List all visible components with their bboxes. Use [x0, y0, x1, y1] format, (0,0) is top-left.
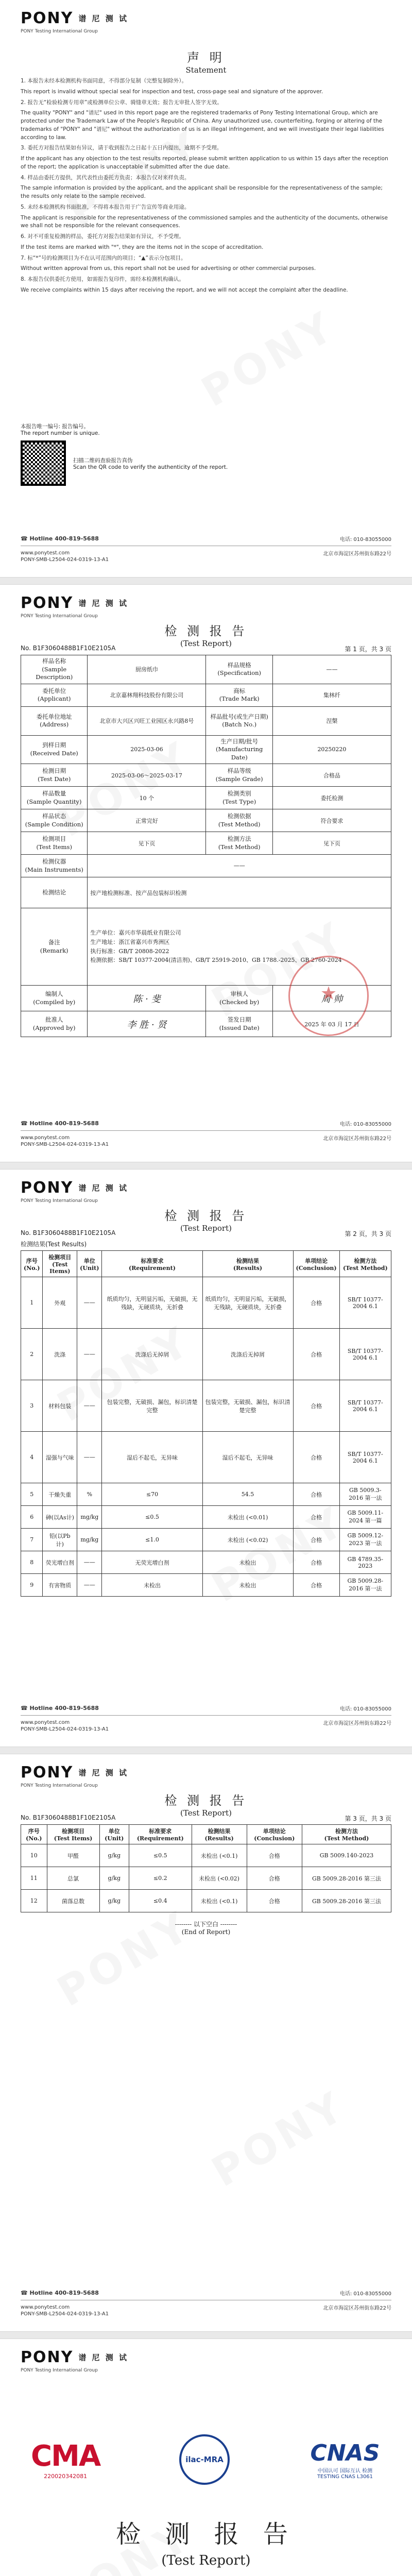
results-cell: mg/kg [77, 1506, 102, 1529]
issued-date: 2025 年 03 月 17 日 [272, 1011, 391, 1037]
results-cell: 砷(以As计) [43, 1506, 77, 1529]
report-title-en: (Test Report) [180, 639, 232, 648]
results-table [21, 1250, 391, 1597]
results-header: 单位 (Unit) [99, 1825, 129, 1844]
page-footer: ☎ Hotline 400-819-5688 电话: 010-83055000 www.ponytest.com 北京市海淀区苏州街东路22号 PONY-SMB-L2504-024-0319-13-A1 [21, 1120, 391, 1147]
statement-item: The sample information is provided by the applicant, and the applicant shall be responsible for the representativeness of the sample; the results only relate to the sample received. [21, 185, 383, 199]
table-row [21, 1432, 391, 1483]
results-cell: SB/T 10377-2004 6.1 [339, 1277, 391, 1329]
results-cell: 材料包装 [43, 1380, 77, 1432]
statement-title-en: Statement [185, 65, 227, 75]
results-cell: GB 5009.3-2016 第一法 [339, 1483, 391, 1506]
results-cell: 5 [21, 1483, 43, 1506]
results-cell: 湿强与气味 [43, 1432, 77, 1483]
results-cell: 合格 [247, 1890, 302, 1912]
applicant-address: 北京市大兴区兴旺工业园区永兴路8号 [88, 706, 206, 735]
results-cell: 洗涤 [43, 1329, 77, 1380]
results-header: 标准要求 (Requirement) [102, 1251, 202, 1277]
results-cell: SB/T 10377-2004 6.1 [339, 1432, 391, 1483]
results-cell: 合格 [293, 1506, 339, 1529]
statement-page [0, 0, 412, 577]
page-footer: ☎ Hotline 400-819-5688 电话: 010-83055000 www.ponytest.com 北京市海淀区苏州街东路22号 PONY-SMB-L2504-024-0319-13-A1 [21, 1705, 391, 1732]
results-cell: g/kg [99, 1867, 129, 1890]
statement-item: If the test items are marked with "*", they are the items not in the scope of accreditation. [21, 244, 264, 250]
results-cell: 6 [21, 1506, 43, 1529]
results-table-cont [21, 1824, 391, 1912]
spec-value: —— [272, 655, 391, 684]
results-cell: GB 4789.35-2023 [339, 1551, 391, 1574]
results-cell: 有害物质 [43, 1574, 77, 1597]
results-cell: GB 5009.140-2023 [302, 1844, 391, 1867]
footer-code: PONY-SMB-L2504-024-0319-13-A1 [21, 557, 109, 563]
results-cell: 3 [21, 1380, 43, 1432]
results-cell: —— [77, 1380, 102, 1432]
page-number: 第 3 页，共 3 页 [345, 1815, 391, 1822]
results-cell: 合格 [293, 1432, 339, 1483]
brand-logo [21, 594, 128, 612]
cover-page: PONY 谱 尼 测 试 PONY Testing International Group CMA 220020342081 ilac-MRA CNAS 中国认可 国际互认 检测 TESTING CNAS L3061 检 测 报 告 (Test Report) [0, 2339, 412, 2576]
results-cell: 2 [21, 1329, 43, 1380]
certification-logos [31, 2434, 381, 2485]
manufacturing-date: 20250220 [272, 735, 391, 764]
results-header: 标准要求 (Requirement) [129, 1825, 192, 1844]
results-cell: 甲醛 [47, 1844, 99, 1867]
test-items: 见下页 [88, 832, 206, 855]
qr-code[interactable] [21, 440, 66, 486]
checker-signature: 周 帅 [321, 993, 343, 1005]
results-cell: 合格 [247, 1867, 302, 1890]
results-cell: 铅(以Pb计) [43, 1529, 77, 1551]
results-cell: 洗涤后无掉屑 [202, 1329, 293, 1380]
statement-item: 4. 样品由委托方提供，其代表性由委托方负责；本报告仅对来样负责。 [21, 174, 190, 181]
table-row [21, 1574, 391, 1597]
table-row [21, 1551, 391, 1574]
results-cell: 未检出 [202, 1551, 293, 1574]
table-row [21, 1483, 391, 1506]
cma-logo: CMA 220020342081 [31, 2439, 100, 2480]
test-date: 2025-03-06～2025-03-17 [88, 764, 206, 787]
results-cell: 湿后不起毛，无异味 [202, 1432, 293, 1483]
table-row [21, 1867, 391, 1890]
results-cell: 合格 [293, 1551, 339, 1574]
results-cell: 合格 [293, 1277, 339, 1329]
results-cell: 总氯 [47, 1867, 99, 1890]
results-cell: 合格 [247, 1844, 302, 1867]
table-row [21, 1506, 391, 1529]
results-cell: ≤70 [102, 1483, 202, 1506]
results-header: 单位 (Unit) [77, 1251, 102, 1277]
results-cell: —— [77, 1574, 102, 1597]
results-cell: —— [77, 1277, 102, 1329]
results-cell: 合格 [293, 1483, 339, 1506]
info-table: 样品名称 (Sample Description) 厨房纸巾 样品规格 (Specification) —— 委托单位 (Applicant) 北京嘉林翔科技股份有限公司 商标 (Trade Mark) 集林纤 委托单位地址 (Address) 北京市大兴区兴旺工业园区永兴路8号 样品批号(或生产日期) (Batch No.) 涅槃 到样日期 (Received Date) 2025-03-06 生产日期/批号 (Manufacturing Date) 20250220 检测日期 (Test Date) 2025-03-06～2025-03-17 样品等级 (Sample Grade) 合格品 样品数量 (Sample Quantity) 10 个 检测类别 (Test Type) 委托检测 样品状态 (Sample Condition) 正常完好 检测依据 (Test Method) 符合要求 检测项目 (Test Items) 见下页 检测方法 (Test Method) 见下页 检测仪器 (Main Instruments) —— 检测结论 按产地检测标准、按产品包装标识检测 备注 (Remark) 生产单位：嘉兴市华晨纸业有限公司 生产地址：浙江省嘉兴市秀洲区 执行标准：GB/T 20808-2022 检测依据：SB/T 10377-2004(清洁剂)、GB/T 25919-2010、GB 1788.-2025、GB 2760-2024 编制人 (Compiled by) 陈 · 斐 审核人 (Checked by) 周 帅 批准人 (Approved by) 李 胜 · 贤 签发日期 (Issued Date) 2025 年 03 月 17 日 [21, 655, 391, 1037]
statement-notes [21, 77, 391, 297]
statement-item: 7. 标“*”号的检测项目为不在认可范围内的项目；“▲”表示分包项目。 [21, 255, 186, 261]
unique-note: 本报告唯一编号: 报告编号。 [21, 423, 89, 430]
results-cell: 未检出 [102, 1574, 202, 1597]
sample-grade: 合格品 [272, 764, 391, 787]
batch-no: 涅槃 [272, 706, 391, 735]
results-cell: g/kg [99, 1890, 129, 1912]
end-marker: -------- 以下空白 -------- [175, 1921, 237, 1928]
sample-condition: 正常完好 [88, 809, 206, 832]
table-row [21, 1277, 391, 1329]
results-header: 检测方法 (Test Method) [339, 1251, 391, 1277]
results-cell: GB 5009.28-2016 第三法 [302, 1867, 391, 1890]
results-header: 检测结果 (Results) [192, 1825, 247, 1844]
brand-logo: PONY 谱 尼 测 试 [21, 2348, 128, 2366]
footer-web[interactable]: www.ponytest.com [21, 550, 70, 556]
results-cell: 纸质均匀，无明显污垢，无破损，无残缺，无硬质块，无折叠 [202, 1277, 293, 1329]
qr-title-en: Scan the QR code to verify the authenticity of the report. [73, 464, 228, 470]
results-cell: 洗涤后无掉屑 [102, 1329, 202, 1380]
statement-item: Without written approval from us, this report shall not be used for advertising or other commercial purposes. [21, 265, 316, 272]
compiler-signature: 陈 · 斐 [133, 993, 161, 1005]
results-page-1: PONY 谱 尼 测 试 PONY Testing International Group 检 测 报 告 (Test Report) No. B1F3060488B1F10E2105A 第 2 页，共 3 页 检测结果(Test Results) 序号 (No.) 检测项目 (Test Items) 单位 (Unit) 标准要求 (Requirement) 检测结果 (Results) 单项结论 (Conclusion) 检测方法 (Test Method) 1 外观 —— 纸质均匀，无明显污垢，无破损，无残缺，无硬质块，无折叠 纸质均匀，无明显污垢，无破损，无残缺，无硬质块，无折叠 合格 SB/T 10377-2004 6.1 2 洗涤 —— 洗涤后无掉屑 洗涤后无掉屑 合格 SB/T 10377-2004 6.1 3 材料包装 —— 包装完整，无破损、漏包，标识清楚完整 包装完整，无破损、漏包，标识清楚完整 合格 SB/T 10377-2004 6.1 4 湿强与气味 —— 湿后不起毛，无异味 湿后不起毛，无异味 合格 SB/T 10377-2004 6.1 5 干燥失重 % ≤70 54.5 合格 GB 5009.3-2016 第一法 6 砷(以As计) mg/kg ≤0.5 未检出 (<0.01) 合格 GB 5009.11-2024 第一篇 7 铅(以Pb计) mg/kg ≤1.0 未检出 (<0.02) 合格 GB 5009.12-2023 第一法 8 荧光增白剂 —— 无荧光增白剂 未检出 合格 GB 4789.35-2023 9 有害物质 —— 未检出 未检出 合格 GB 5009.28-2016 第一法 ☎ Hotline 400-819-5688 电话: 010-83055000 www.ponytest.com 北京市海淀区苏州街东路22号 PONY-SMB-L2504-024-0319-13-A1 [0, 1170, 412, 1747]
results-cell: 合格 [293, 1329, 339, 1380]
results-cell: 9 [21, 1574, 43, 1597]
statement-item: 6. 对不可重复检测的样品，委托方对报告结果如有异议，不予受理。 [21, 233, 184, 240]
brand-word: PONY [21, 594, 74, 612]
table-row [21, 1890, 391, 1912]
report-title: 检 测 报 告 [164, 624, 248, 638]
test-basis: 符合要求 [272, 809, 391, 832]
unique-note-en: The report number is unique. [21, 430, 100, 436]
results-header: 序号 (No.) [21, 1825, 47, 1844]
brand-logo: PONY 谱 尼 测 试 [21, 1764, 128, 1782]
brand-logo: PONY 谱 尼 测 试 [21, 1179, 128, 1197]
page-number: 第 2 页，共 3 页 [345, 1230, 391, 1238]
applicant: 北京嘉林翔科技股份有限公司 [88, 684, 206, 706]
trade-mark: 集林纤 [272, 684, 391, 706]
brand-sub: PONY Testing International Group [21, 614, 98, 619]
statement-item: If the applicant has any objection to the test results reported, please submit written application to us within 15 days after the reception of the report; the application is unacceptable if submitted after the due date. [21, 156, 388, 170]
report-info-page [0, 585, 412, 1162]
results-header: 序号 (No.) [21, 1251, 43, 1277]
results-cell: GB 5009.11-2024 第一篇 [339, 1506, 391, 1529]
results-cell: 未检出 (<0.1) [192, 1890, 247, 1912]
statement-item: 3. 委托方对报告结果如有异议，请于收到报告之日起十五日内提出，逾期不予受理。 [21, 145, 222, 151]
results-cell: 干燥失重 [43, 1483, 77, 1506]
qr-title: 扫描二维码查验报告真伪 [73, 457, 133, 464]
results-cell: SB/T 10377-2004 6.1 [339, 1329, 391, 1380]
results-cell: 纸质均匀，无明显污垢，无破损，无残缺，无硬质块，无折叠 [102, 1277, 202, 1329]
report-number: No. B1F3060488B1F10E2105A [21, 645, 116, 652]
statement-item: The applicant is responsible for the representativeness of the commissioned samples and the authenticity of the documents, otherwise we shall not be responsible for the relevant consequences. [21, 214, 388, 229]
results-cell: g/kg [99, 1844, 129, 1867]
results-cell: —— [77, 1432, 102, 1483]
statement-item: This report is invalid without special seal for inspection and test, cross-page seal and signature of the approver. [21, 88, 323, 95]
results-cell: 无荧光增白剂 [102, 1551, 202, 1574]
results-cell: 54.5 [202, 1483, 293, 1506]
results-header: 检测方法 (Test Method) [302, 1825, 391, 1844]
results-cell: 12 [21, 1890, 47, 1912]
results-cell: 合格 [293, 1529, 339, 1551]
results-cell: 未检出 (<0.1) [192, 1844, 247, 1867]
conclusion: 按产地检测标准、按产品包装标识检测 [88, 877, 391, 908]
statement-item: 2. 报告无“检验检测专用章”或检测单位公章、骑缝章无效；报告无审批人签字无效。 [21, 99, 222, 106]
page-footer: ☎ Hotline 400-819-5688 电话: 010-83055000 www.ponytest.com 北京市海淀区苏州街东路22号 PONY-SMB-L2504-024-0319-13-A1 [21, 535, 391, 563]
results-header: 单项结论 (Conclusion) [293, 1251, 339, 1277]
results-cell: 未检出 (<0.02) [202, 1529, 293, 1551]
results-cell: —— [77, 1329, 102, 1380]
ilac-logo: ilac-MRA [179, 2434, 230, 2485]
brand-cn: 谱 尼 测 试 [78, 599, 128, 608]
footer-addr: 北京市海淀区苏州街东路22号 [323, 551, 391, 557]
results-header: 单项结论 (Conclusion) [247, 1825, 302, 1844]
results-cell: 8 [21, 1551, 43, 1574]
table-row [21, 1380, 391, 1432]
cnas-logo: CNAS 中国认可 国际互认 检测 TESTING CNAS L3061 [310, 2439, 380, 2480]
results-cell: ≤1.0 [102, 1529, 202, 1551]
results-cell: 湿后不起毛，无异味 [102, 1432, 202, 1483]
footer-web[interactable]: www.ponytest.com [21, 1720, 70, 1725]
remark: 生产单位：嘉兴市华晨纸业有限公司 生产地址：浙江省嘉兴市秀洲区 执行标准：GB/T 20808-2022 检测依据：SB/T 10377-2004(清洁剂)、GB/T 25919-2010、GB 1788.-2025、GB 2760-2024 [88, 908, 391, 986]
test-method: 见下页 [272, 832, 391, 855]
footer-web[interactable]: www.ponytest.com [21, 2304, 70, 2310]
table-row [21, 1844, 391, 1867]
results-cell: —— [77, 1551, 102, 1574]
page-footer: ☎ Hotline 400-819-5688 电话: 010-83055000 www.ponytest.com 北京市海淀区苏州街东路22号 PONY-SMB-L2504-024-0319-13-A1 [21, 2290, 391, 2317]
brand-word: PONY [21, 9, 74, 27]
table-row [21, 1529, 391, 1551]
brand-cn: 谱 尼 测 试 [78, 14, 128, 23]
results-cell: ≤0.4 [129, 1890, 192, 1912]
results-cell: 未检出 [202, 1574, 293, 1597]
results-cell: 包装完整，无破损、漏包，标识清楚完整 [202, 1380, 293, 1432]
results-caption: 检测结果(Test Results) [21, 1241, 87, 1248]
table-row [21, 1329, 391, 1380]
results-cell: GB 5009.12-2023 第一法 [339, 1529, 391, 1551]
statement-item: 5. 未经本检测机构书面批准，不得将本报告用于广告宣传等商业用途。 [21, 204, 190, 210]
results-cell: 合格 [293, 1380, 339, 1432]
footer-tel: 电话: 010-83055000 [339, 537, 391, 543]
results-cell: 合格 [293, 1574, 339, 1597]
sample-name: 厨房纸巾 [88, 655, 206, 684]
footer-web[interactable]: www.ponytest.com [21, 1135, 70, 1141]
results-header: 检测项目 (Test Items) [43, 1251, 77, 1277]
results-cell: GB 5009.28-2016 第一法 [339, 1574, 391, 1597]
results-cell: ≤0.5 [129, 1844, 192, 1867]
results-cell: 7 [21, 1529, 43, 1551]
statement-item: 1. 本报告未经本检测机构书面同意，不得部分复制（完整复制除外）。 [21, 78, 187, 84]
brand-sub: PONY Testing International Group [21, 29, 98, 34]
results-cell: mg/kg [77, 1529, 102, 1551]
results-cell: 4 [21, 1432, 43, 1483]
statement-item: We receive complaints within 15 days after receiving the report, and we will not accept the complaint after the deadline. [21, 286, 348, 293]
end-marker-en: (End of Report) [181, 1928, 231, 1936]
results-cell: GB 5009.28-2016 第三法 [302, 1890, 391, 1912]
brand-logo [21, 9, 128, 27]
results-page-2: PONY 谱 尼 测 试 PONY Testing International Group 检 测 报 告 (Test Report) No. B1F3060488B1F10E2105A 第 3 页，共 3 页 序号 (No.) 检测项目 (Test Items) 单位 (Unit) 标准要求 (Requirement) 检测结果 (Results) 单项结论 (Conclusion) 检测方法 (Test Method) 10 甲醛 g/kg ≤0.5 未检出 (<0.1) 合格 GB 5009.140-2023 11 总氯 g/kg ≤0.2 未检出 (<0.02) 合格 GB 5009.28-2016 第三法 12 菌落总数 g/kg ≤0.4 未检出 (<0.1) 合格 GB 5009.28-2016 第三法 -------- 以下空白 -------- (End of Report) ☎ Hotline 400-819-5688 电话: 010-83055000 www.ponytest.com 北京市海淀区苏州街东路22号 PONY-SMB-L2504-024-0319-13-A1 [0, 1754, 412, 2331]
page-number: 第 1 页，共 3 页 [345, 646, 391, 653]
statement-item: The quality "PONY" and "谱尼" used in this report page are the registered trademarks of Pony Testing International Group, which are protected under the Trademark Law of the People's Republic of China. Any unauthorized use, counterfeiting, forging or altering of the trademarks of "PONY" and "谱尼" without the authorization of us is an illegal infringement, and we will investigate their legal liabilities according to law. [21, 110, 384, 141]
results-cell: 10 [21, 1844, 47, 1867]
statement-title: 声 明 [187, 50, 225, 65]
results-cell: 11 [21, 1867, 47, 1890]
cover-title-en: (Test Report) [161, 2553, 251, 2568]
results-cell: ≤0.2 [129, 1867, 192, 1890]
approver-signature: 李 胜 · 贤 [127, 1019, 167, 1030]
results-header: 检测项目 (Test Items) [47, 1825, 99, 1844]
results-cell: 未检出 (<0.01) [202, 1506, 293, 1529]
results-cell: 1 [21, 1277, 43, 1329]
results-cell: 包装完整，无破损、漏包，标识清楚完整 [102, 1380, 202, 1432]
results-cell: SB/T 10377-2004 6.1 [339, 1380, 391, 1432]
received-date: 2025-03-06 [88, 735, 206, 764]
test-type: 委托检测 [272, 787, 391, 809]
results-cell: 菌落总数 [47, 1890, 99, 1912]
results-header: 检测结果 (Results) [202, 1251, 293, 1277]
watermark [194, 301, 344, 416]
results-cell: ≤0.5 [102, 1506, 202, 1529]
official-seal [288, 956, 369, 1036]
sample-quantity: 10 个 [88, 787, 206, 809]
results-cell: 外观 [43, 1277, 77, 1329]
statement-item: 8. 本报告仅供委托方使用，如需报告复印件，需经本检测机构确认。 [21, 276, 184, 282]
cover-title: 检 测 报 告 [116, 2520, 296, 2549]
instruments: —— [88, 855, 391, 877]
results-cell: 未检出 (<0.02) [192, 1867, 247, 1890]
results-cell: % [77, 1483, 102, 1506]
watermark [204, 2081, 354, 2196]
hotline: Hotline 400-819-5688 [29, 535, 99, 542]
results-cell: 荧光增白剂 [43, 1551, 77, 1574]
